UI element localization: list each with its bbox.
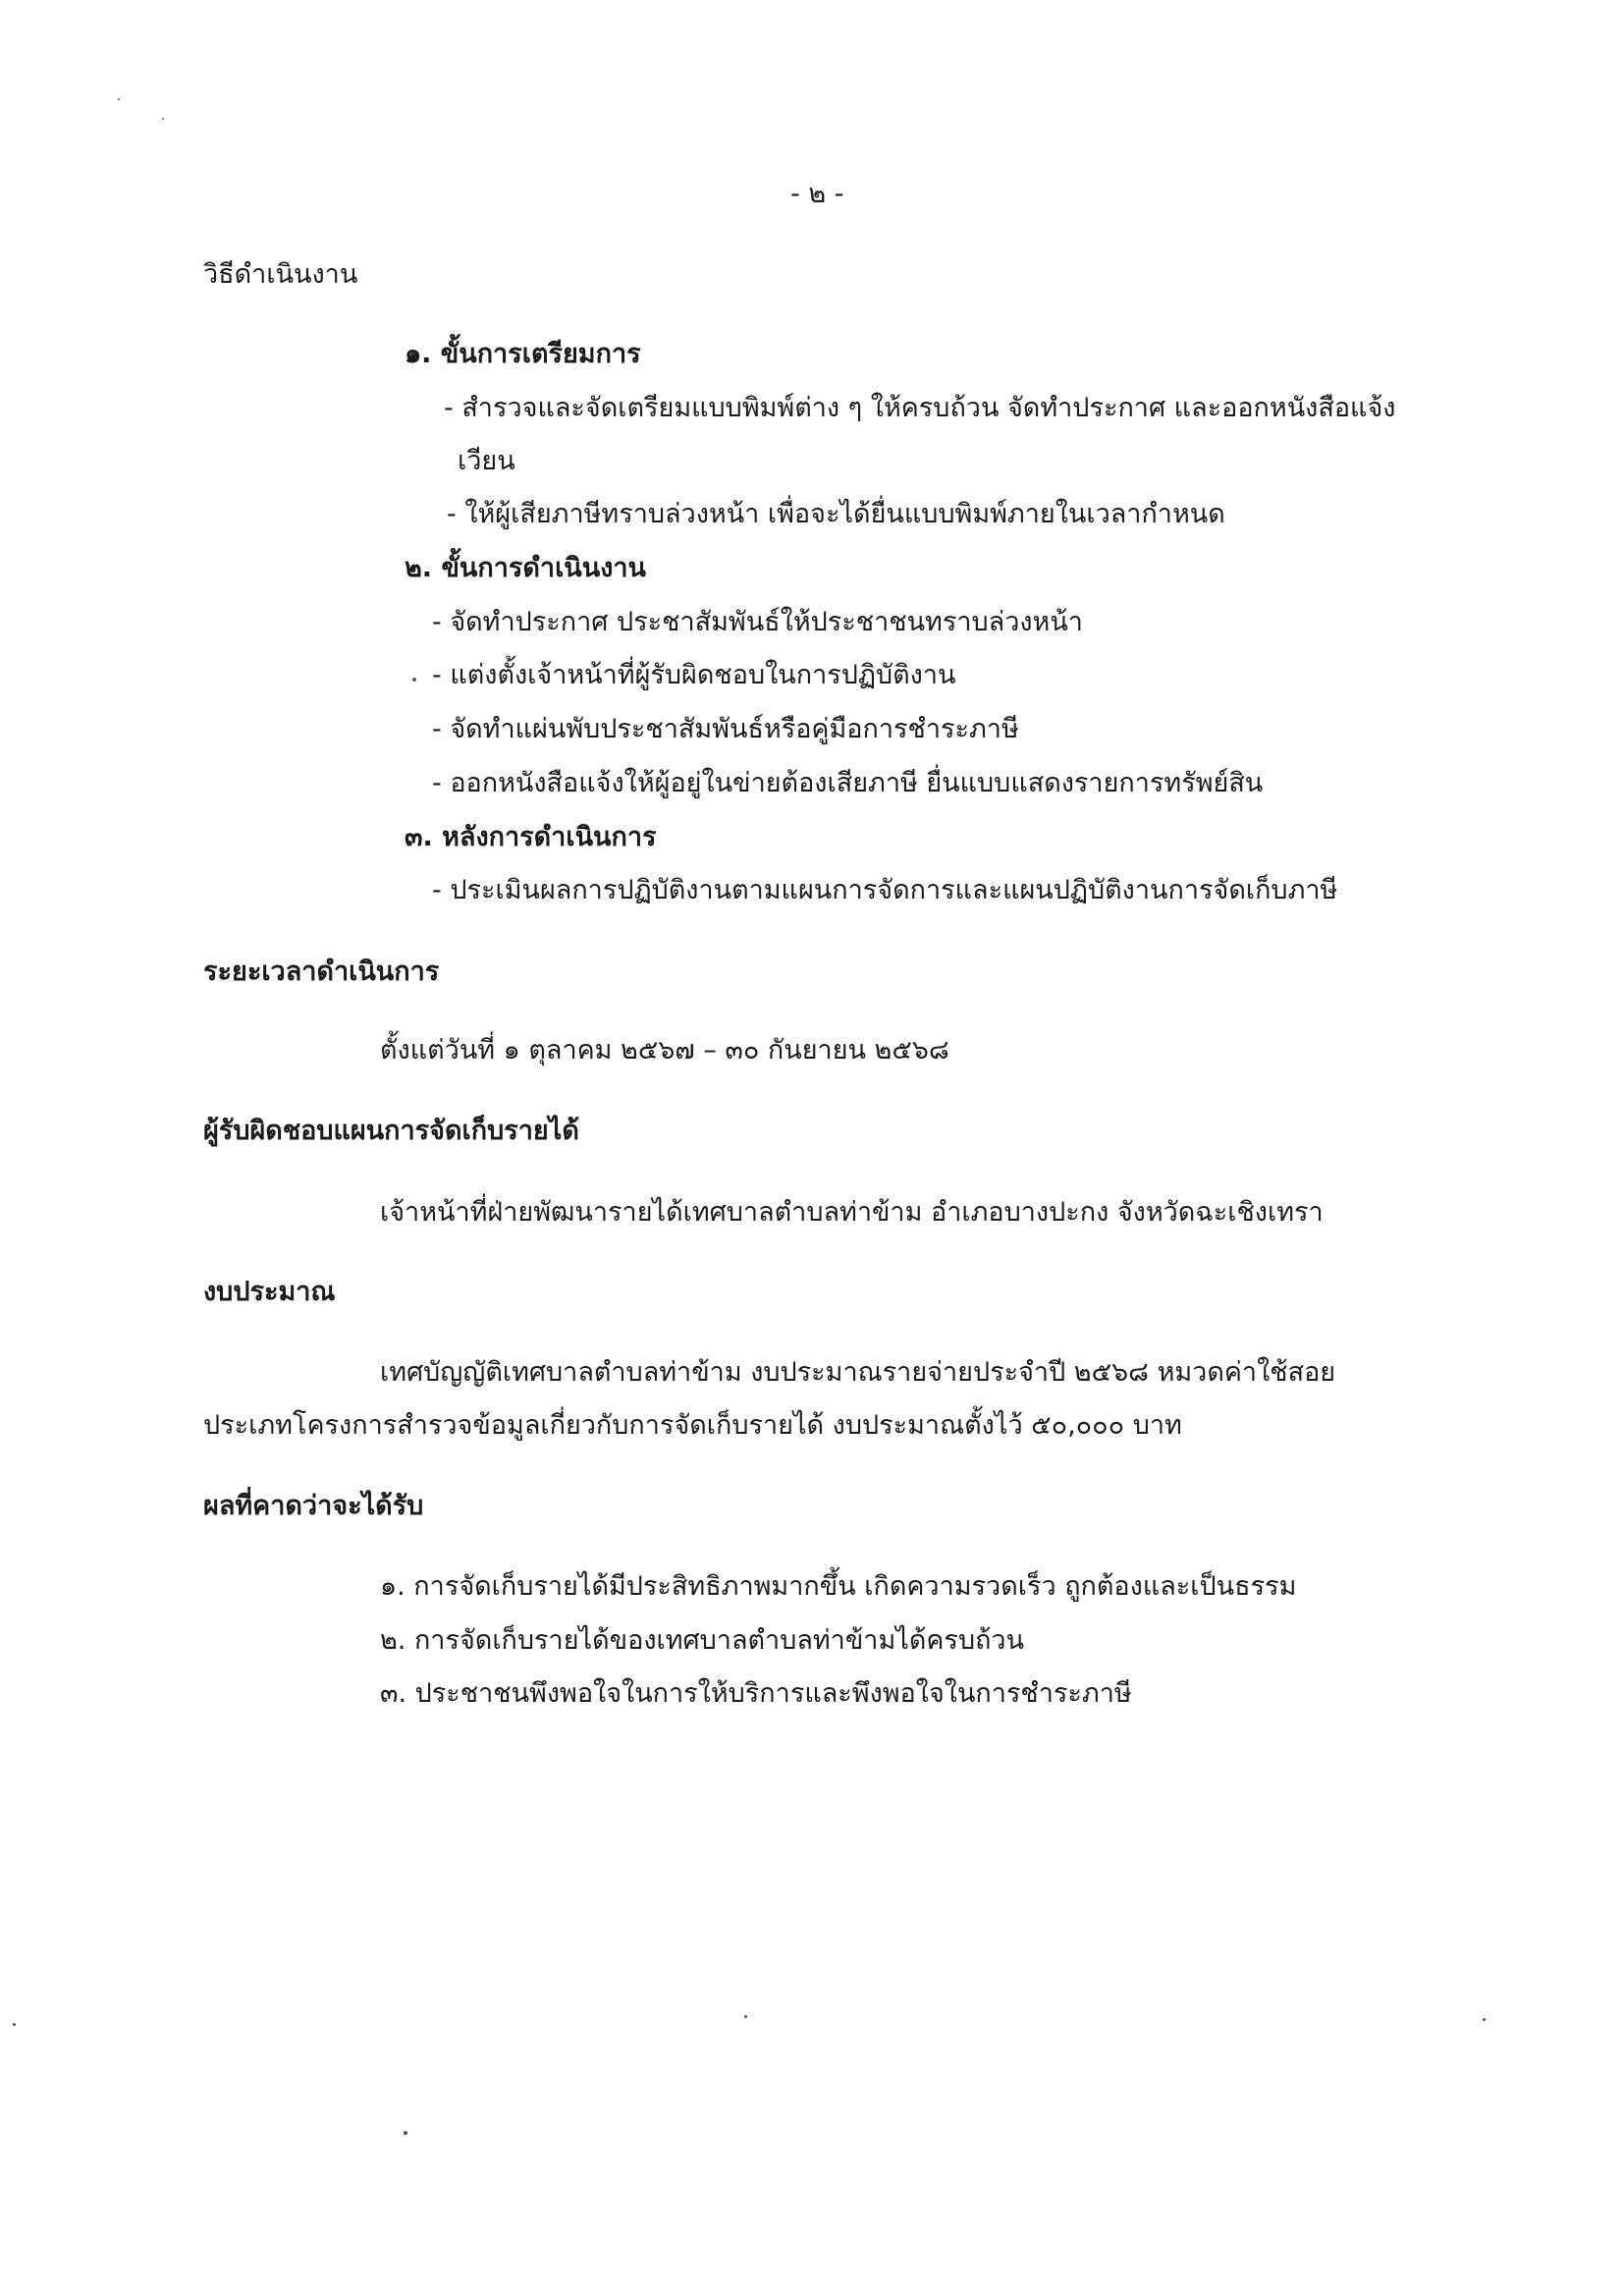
expected-item-1: ๑. การจัดเก็บรายได้มีประสิทธิภาพมากขึ้น เกิดความรวดเร็ว ถูกต้องและเป็นธรรม [380, 1571, 1297, 1602]
scan-speck [404, 2131, 407, 2135]
expected-item-2: ๒. การจัดเก็บรายได้ของเทศบาลตำบลท่าข้ามได้ครบถ้วน [380, 1625, 1025, 1656]
scan-speck [162, 118, 164, 120]
step-2-item-2: - แต่งตั้งเจ้าหน้าที่ผู้รับผิดชอบในการปฏิบัติงาน [432, 660, 956, 690]
step-2-item-3: - จัดทำแผ่นพับประชาสัมพันธ์หรือคู่มือการชำระภาษี [432, 714, 1019, 744]
expected-item-3: ๓. ประชาชนพึงพอใจในการให้บริการและพึงพอใจในการชำระภาษี [380, 1678, 1132, 1709]
step-1-item-2: - ให้ผู้เสียภาษีทราบล่วงหน้า เพื่อจะได้ยื่นแบบพิมพ์ภายในเวลากำหนด [447, 499, 1225, 529]
step-1-item-1: - สำรวจและจัดเตรียมแบบพิมพ์ต่าง ๆ ให้ครบถ้วน จัดทำประกาศ และออกหนังสือแจ้ง [444, 393, 1396, 423]
duration-text: ตั้งแต่วันที่ ๑ ตุลาคม ๒๕๖๗ – ๓๐ กันยายน ๒๕๖๘ [380, 1035, 949, 1066]
scan-speck [744, 2015, 747, 2018]
budget-heading: งบประมาณ [203, 1277, 336, 1307]
responsible-heading: ผู้รับผิดชอบแผนการจัดเก็บรายได้ [203, 1116, 579, 1146]
duration-heading: ระยะเวลาดำเนินการ [203, 957, 440, 987]
responsible-text: เจ้าหน้าที่ฝ่ายพัฒนารายได้เทศบาลตำบลท่าข้าม อำเภอบางปะกง จังหวัดฉะเชิงเทรา [380, 1197, 1324, 1228]
step-2-item-4: - ออกหนังสือแจ้งให้ผู้อยู่ในข่ายต้องเสียภาษี ยื่นแบบแสดงรายการทรัพย์สิน [432, 768, 1264, 798]
step-1-item-1-cont: เวียน [458, 446, 515, 476]
step-3-title: ๓. หลังการดำเนินการ [405, 822, 657, 852]
step-2-item-1: - จัดทำประกาศ ประชาสัมพันธ์ให้ประชาชนทราบล่วงหน้า [432, 607, 1083, 637]
expected-heading: ผลที่คาดว่าจะได้รับ [203, 1491, 424, 1521]
step-1-title: ๑. ขั้นการเตรียมการ [405, 339, 641, 369]
step-3-item-1: - ประเมินผลการปฏิบัติงานตามแผนการจัดการและแผนปฏิบัติงานการจัดเก็บภาษี [432, 875, 1338, 905]
scan-speck [118, 98, 120, 100]
budget-line-2: ประเภทโครงการสำรวจข้อมูลเกี่ยวกับการจัดเก็บรายได้ งบประมาณตั้งไว้ ๕๐,๐๐๐ บาท [203, 1410, 1182, 1441]
scan-speck [1483, 2018, 1486, 2021]
step-2-title: ๒. ขั้นการดำเนินงาน [405, 553, 647, 583]
page-number: - ๒ - [790, 179, 844, 209]
scan-speck [412, 678, 416, 682]
scan-speck [13, 2023, 16, 2026]
budget-line-1: เทศบัญญัติเทศบาลตำบลท่าข้าม งบประมาณรายจ่ายประจำปี ๒๕๖๘ หมวดค่าใช้สอย [380, 1357, 1336, 1388]
procedure-heading: วิธีดำเนินงาน [203, 259, 358, 290]
